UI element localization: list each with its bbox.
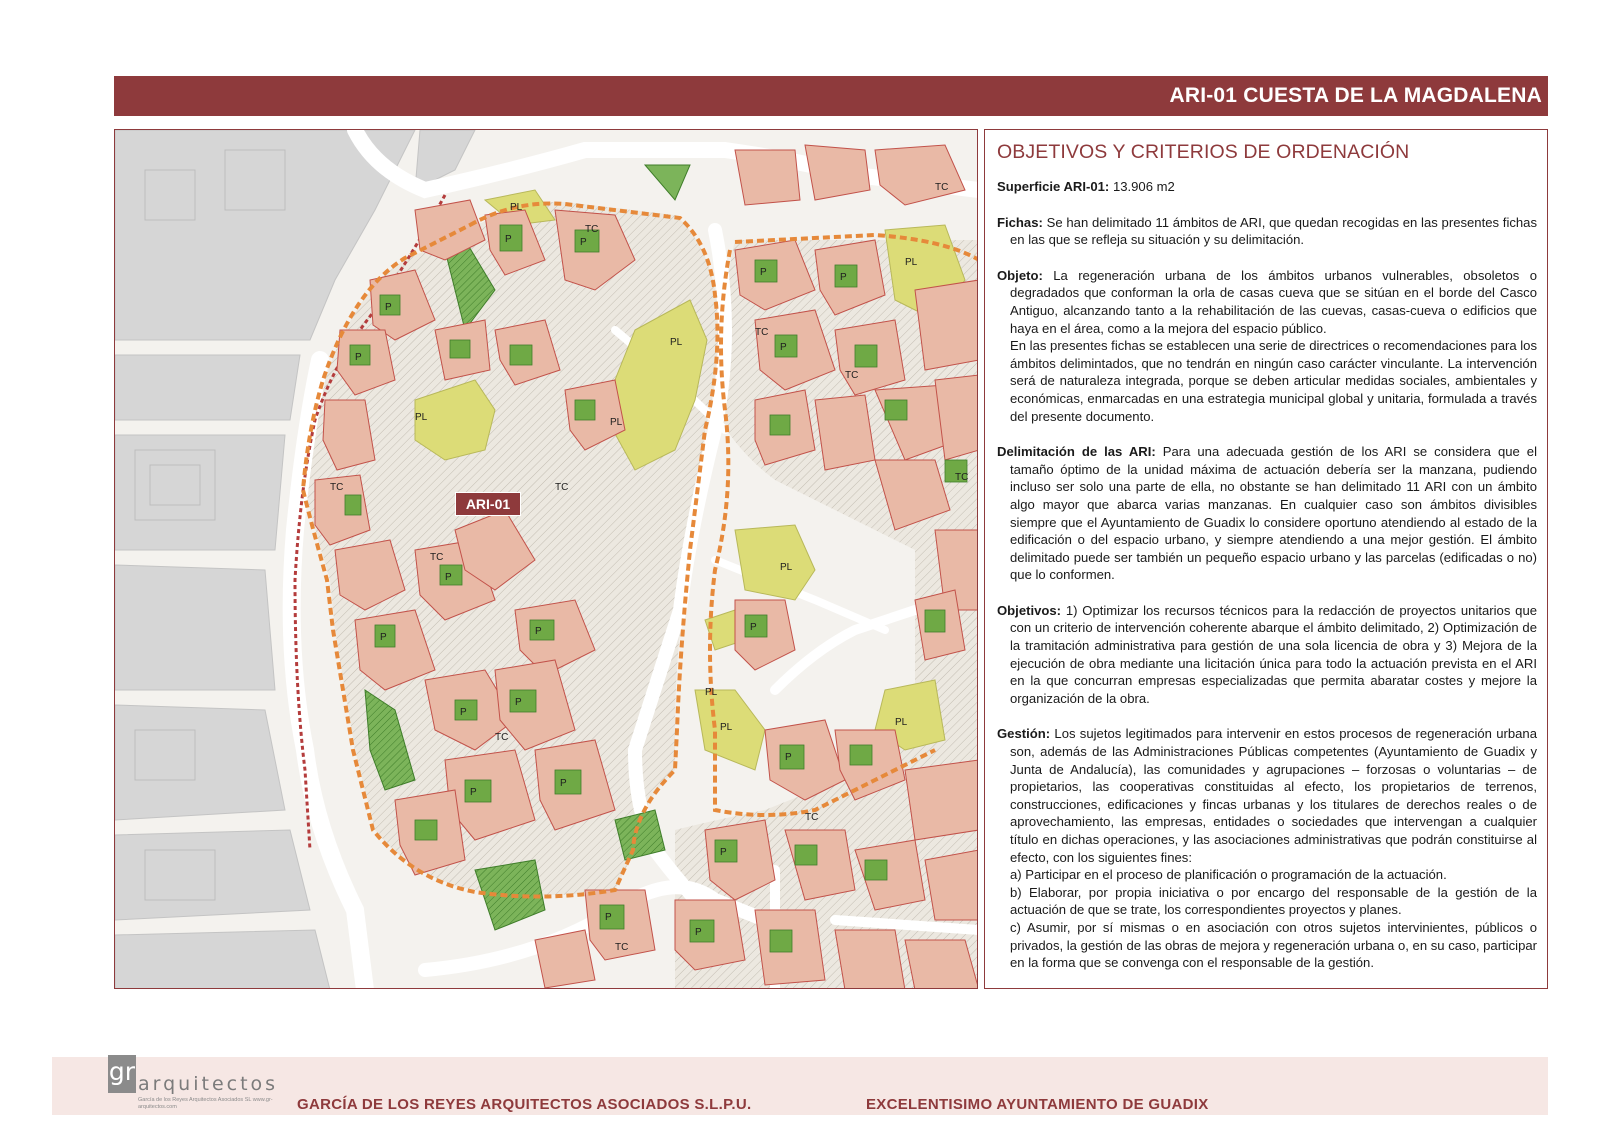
panel-title: OBJETIVOS Y CRITERIOS DE ORDENACIÓN [997,141,1410,163]
delimitacion-paragraph [997,443,1537,584]
tag-patio: P [470,787,477,798]
tag-public-space: PL [415,412,428,423]
tag-patio: P [580,237,587,248]
tag-public-space: PL [610,417,623,428]
tag-patio: P [760,267,767,278]
tag-cave: TC [430,552,444,563]
tag-patio: P [560,778,567,789]
gestion-label: Gestión: [997,726,1051,742]
logo-word: arquitectos [138,1073,279,1095]
header-bar [114,76,1548,116]
tag-patio: P [355,352,362,363]
gestion-paragraph [997,725,1537,971]
urban-plan-map[interactable] [115,130,978,989]
tag-public-space: PL [510,202,523,213]
footer-council: EXCELENTISIMO AYUNTAMIENTO DE GUADIX [866,1096,1209,1113]
tag-cave: TC [495,732,509,743]
footer-company: GARCÍA DE LOS REYES ARQUITECTOS ASOCIADOS S.L.P.U. [297,1096,752,1113]
tag-public-space: PL [780,562,793,573]
tag-cave: TC [615,942,629,953]
tag-cave: TC [555,482,569,493]
tag-public-space: PL [895,717,908,728]
tag-patio: P [385,302,392,313]
ari-map-label: ARI-01 [455,492,521,516]
gestion-item-b: b) Elaborar, por propia iniciativa o por encargo del responsable de la gestión de la actuación de que se trate, los correspondientes proyectos y planes. [1010,884,1537,918]
delimitacion-text: Para una adecuada gestión de los ARI se considera que el tamaño óptimo de la unidad máxima de actuación debería ser la manzana, pudiendo incluso ser solo una parte de ella, no obstante se han delimitado 11 ARI con un ámbito algo mayor que abarca varias manzanas. En cualquier caso son ámbitos divisibles siempre que el Ayuntamiento de Guadix lo considere oportuno atendiendo al estado de la edificación o del espacio urbano, y siempre atendiendo a una mejor gestión. El ámbito delimitado puede ser también un pequeño espacio urbano y las parcelas (edificadas o no) que lo conformen. [1010,444,1537,583]
fichas-text: Se han delimitado 11 ámbitos de ARI, que quedan recogidas en las presentes fichas en las que se refleja su situación y su delimitación. [1010,214,1538,248]
gestion-item-c: c) Asumir, por sí mismas o en asociación con otros sujetos intervinientes, públicos o privados, la gestión de las obras de mejora y regeneración urbana o, en su caso, participar en la forma que se convenga con el responsable de la gestión. [1010,919,1537,971]
objeto-paragraph [997,267,1537,425]
delimitacion-label: Delimitación de las ARI: [997,444,1156,460]
tag-public-space: PL [705,687,718,698]
tag-patio: P [515,697,522,708]
tag-patio: P [780,342,787,353]
tag-cave: TC [755,327,769,338]
tag-cave: TC [845,370,859,381]
tag-public-space: PL [670,337,683,348]
tag-public-space: PL [905,257,918,268]
logo-mark: gr [108,1055,136,1093]
gestion-item-a: a) Participar en el proceso de planificación o programación de la actuación. [1010,867,1447,883]
tag-patio: P [785,752,792,763]
tag-patio: P [535,626,542,637]
map-frame[interactable] [114,129,978,989]
objetivos-paragraph [997,602,1537,708]
superficie-label: Superficie ARI-01: [997,179,1110,194]
fichas-paragraph [997,214,1537,249]
superficie-value: 13.906 m2 [1112,179,1175,194]
page-title: ARI-01 CUESTA DE LA MAGDALENA [1169,84,1542,107]
tag-cave: TC [805,812,819,823]
tag-patio: P [505,234,512,245]
company-logo [108,1055,278,1113]
tag-patio: P [695,927,702,938]
objetivos-label: Objetivos: [997,602,1062,618]
objetivos-text: 1) Optimizar los recursos técnicos para la redacción de proyectos unitarios que con un criterio de intervención coherente abarque el ámbito delimitado, 2) Optimización de la tramitación administrativa para gestión de una sola licencia de obra y 3) Mejora de la ejecución de obra mediante una licitación única para todo la actuación prevista en el ARI en la que concurran empresas especializadas que permita abaratar costes y mejore la organización de la obra. [1010,602,1538,706]
fichas-label: Fichas: [997,214,1043,230]
tag-patio: P [750,622,757,633]
tag-public-space: PL [720,722,733,733]
tag-patio: P [445,572,452,583]
objeto-text: La regeneración urbana de los ámbitos urbanos vulnerables, obsoletos o degradados que conforman la orla de casas cueva que se sitúan en el borde del Casco Antiguo, alcanzando tanto a la rehabilitación de las cuevas, casas-cueva o edificios que haya en el área, como a la mejora del espacio público. [1010,267,1537,336]
tag-patio: P [720,847,727,858]
objeto-label: Objeto: [997,267,1043,283]
gestion-text: Los sujetos legitimados para intervenir en estos procesos de regeneración urbana son, además de las Administraciones Públicas competentes (Ayuntamiento de Guadix y Junta de Andalucía), las comunidades y agrupaciones – forzosas o voluntarias – de propietarios, las cooperativas constituidas al efecto, los propietarios de terrenos, construcciones, edificaciones y fincas urbanas y los titulares de derechos reales o de aprovechamiento, las empresas, entidades o sociedades que intervengan a cualquier título en dichas operaciones, y las asociaciones administrativas que podrán constituirse al efecto, con los siguientes fines: [1010,726,1537,865]
tag-patio: P [605,912,612,923]
tag-patio: P [840,272,847,283]
tag-cave: TC [955,472,969,483]
tag-cave: TC [330,482,344,493]
objectives-panel [984,129,1548,989]
superficie-paragraph [997,178,1537,196]
tag-cave: TC [935,182,949,193]
tag-patio: P [460,707,467,718]
objeto-text-2: En las presentes fichas se establecen una serie de directrices o recomendaciones para los ámbitos delimintados, que no tendrán en ningún caso carácter vinculante. La intervención será de naturaleza integrada, porque se deben articular medidas sociales, ambientales y económicas, enmarcadas en una estrategia municipal global y unitaria, formulada a través del presente documento. [1010,338,1537,424]
logo-subtitle: García de los Reyes Arquitectos Asociados SL www.gr-arquitectos.com [138,1097,273,1110]
tag-patio: P [380,632,387,643]
tag-cave: TC [585,224,599,235]
